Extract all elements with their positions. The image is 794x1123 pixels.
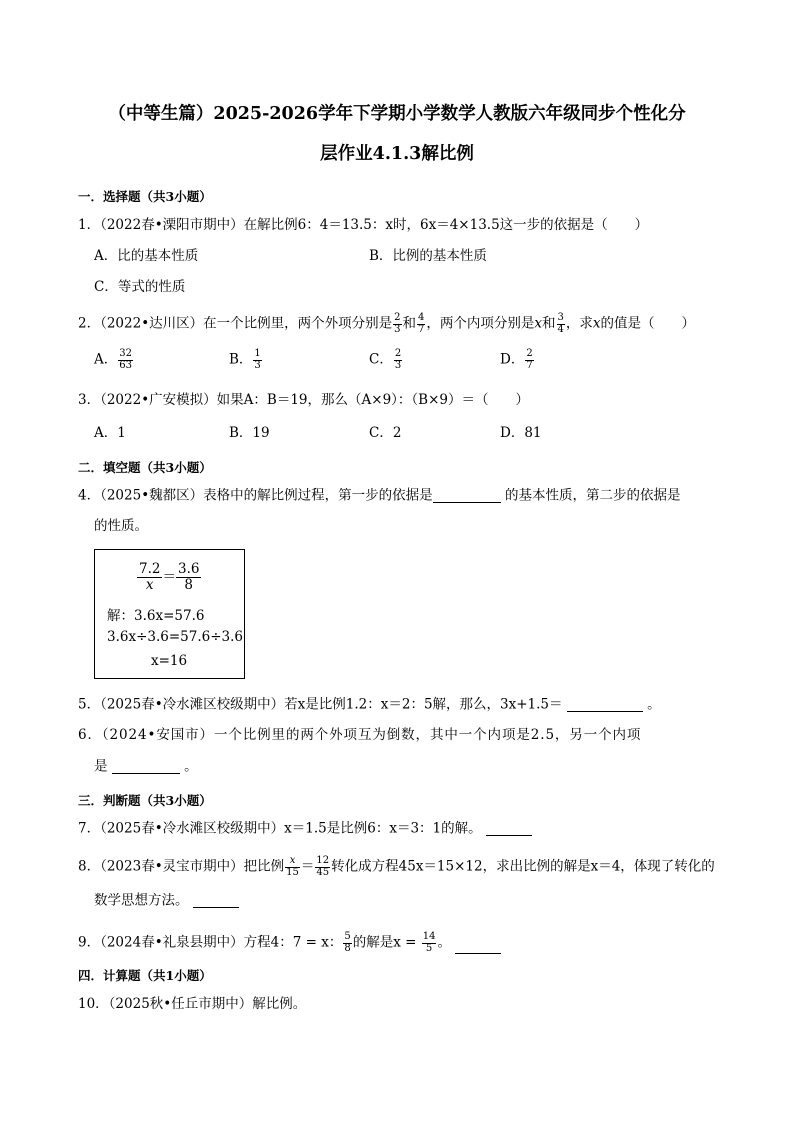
- q6-text-2: 是: [94, 758, 108, 775]
- q9-answer-blank[interactable]: [455, 940, 501, 954]
- q2-text-1: 2．（2022•达川区）在一个比例里，两个外项分别是: [78, 315, 393, 332]
- document-title-line2: 层作业4.1.3解比例: [320, 144, 474, 164]
- q8-text-2: 转化成方程45x＝15×12，求出比例的解是x＝4，体现了转化的: [331, 858, 715, 875]
- q2-variable-x: x: [534, 315, 543, 332]
- q8-answer-blank[interactable]: [193, 894, 239, 908]
- box-step-1: 解：3.6x=57.6: [107, 608, 205, 624]
- q9-text-1: 9．（2024春•礼泉县期中）方程4：7 = x：: [78, 934, 343, 951]
- question-3: 3．（2022•广安模拟）如果A：B＝19，那么（A×9）：（B×9）＝（ ）: [78, 392, 529, 408]
- q8-fraction-12-45: $\frac{12}{45}$: [316, 855, 330, 878]
- section-heading-judge: 三．判断题（共3小题）: [78, 793, 212, 808]
- box-step-2: 3.6x÷3.6=57.6÷3.6: [107, 629, 244, 645]
- q6-text-3: 。: [184, 758, 198, 775]
- q3-option-a: A．1: [94, 425, 126, 441]
- q2-option-c: C． $\frac{2}{3}$: [369, 348, 402, 371]
- question-1: 1．（2022春•溧阳市期中）在解比例6：4＝13.5：x时，6x＝4×13.5这一步的依据是（ ）: [78, 217, 649, 233]
- q8-text-1: 8．（2023春•灵宝市期中）把比例: [78, 858, 285, 875]
- q5-text-1: 5．（2025春•冷水滩区校级期中）若x是比例1.2：x＝2：5解，那么，3x+1.5＝: [78, 696, 563, 713]
- q2-text-2: 和: [402, 315, 417, 332]
- solution-box: [94, 549, 245, 679]
- q2-option-b: B． $\frac{1}{3}$: [229, 348, 261, 371]
- section-heading-choice: 一．选择题（共3小题）: [78, 189, 212, 204]
- q3-option-c: C．2: [369, 425, 402, 441]
- question-4: [78, 489, 680, 503]
- q2-text-6: 的值是（ ）: [600, 315, 696, 332]
- section-heading-fill: 二．填空题（共3小题）: [78, 460, 212, 475]
- q2-text-5: ，求: [565, 315, 593, 332]
- q7-answer-blank[interactable]: [486, 822, 532, 836]
- q9-text-3: 。: [437, 934, 451, 951]
- q4-text-1: 4．（2025•魏都区）表格中的解比例过程，第一步的依据是: [78, 487, 433, 504]
- q8-fraction-x-15: $\frac{x}{15}$: [286, 855, 299, 878]
- q4-answer-blank-1[interactable]: [433, 489, 501, 503]
- question-6: 6．（2024•安国市）一个比例里的两个外项互为倒数，其中一个内项是2.5，另一个内项: [78, 727, 642, 743]
- q5-answer-blank[interactable]: [567, 698, 643, 712]
- q2-text-3: ，两个内项分别是: [426, 315, 535, 332]
- question-10: 10．（2025秋•任丘市期中）解比例。: [78, 996, 307, 1012]
- q2-variable-x-2: x: [592, 315, 601, 332]
- q1-option-a: A．比的基本性质: [94, 248, 199, 264]
- q2-text-4: 和: [542, 315, 556, 332]
- q6-answer-blank[interactable]: [112, 760, 180, 774]
- q2-fraction-2-3: $\frac{2}{3}$: [394, 312, 401, 335]
- question-9: [78, 932, 501, 954]
- document-title-line1: （中等生篇）2025-2026学年下学期小学数学人教版六年级同步个性化分: [108, 104, 686, 124]
- question-8-cont: [94, 894, 239, 908]
- q1-option-c: C．等式的性质: [94, 279, 186, 295]
- box-step-3: x=16: [151, 653, 188, 669]
- q2-fraction-4-7: $\frac{4}{7}$: [418, 312, 425, 335]
- section-heading-calc: 四．计算题（共1小题）: [78, 968, 212, 983]
- q9-text-2: 的解是x =: [352, 934, 421, 951]
- q7-text: 7．（2025春•冷水滩区校级期中）x＝1.5是比例6：x＝3：1的解。: [78, 820, 482, 837]
- q3-option-d: D．81: [500, 425, 542, 441]
- q8-equals: ＝: [300, 858, 315, 875]
- question-5: [78, 698, 661, 712]
- box-proportion: $\frac{7.2}{x}$ ＝ $\frac{3.6}{8}$: [139, 561, 200, 593]
- question-7: [78, 822, 532, 836]
- q4-text-2: 的基本性质，第二步的依据是: [504, 487, 681, 504]
- question-4-cont: 的性质。: [94, 518, 148, 534]
- q9-fraction-14-5: $\frac{14}{5}$: [422, 931, 436, 954]
- q9-fraction-5-8: $\frac{5}{8}$: [344, 931, 351, 954]
- q5-text-2: 。: [647, 696, 661, 713]
- question-2: [78, 313, 695, 335]
- q2-option-a: A． $\frac{32}{63}$: [94, 348, 132, 371]
- q2-option-d: D． $\frac{2}{7}$: [500, 348, 533, 371]
- q1-option-b: B．比例的基本性质: [369, 248, 487, 264]
- q2-fraction-3-4: $\frac{3}{4}$: [557, 312, 564, 335]
- q8-text-3: 数学思想方法。: [94, 892, 189, 909]
- question-8: [78, 856, 715, 878]
- question-6-cont: [94, 760, 198, 774]
- q3-option-b: B．19: [229, 425, 270, 441]
